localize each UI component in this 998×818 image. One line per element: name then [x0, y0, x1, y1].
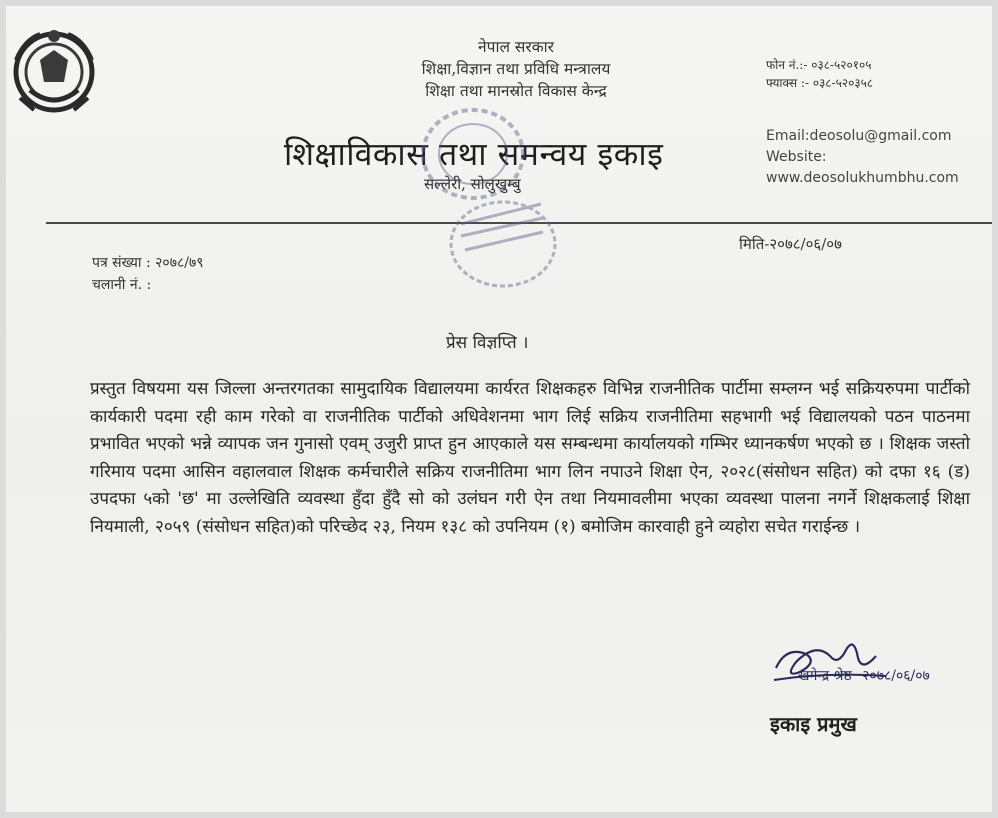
- government-line: नेपाल सरकार: [478, 38, 554, 56]
- website-label: Website:: [766, 149, 827, 165]
- office-name: शिक्षाविकास तथा समन्वय इकाइ: [284, 135, 664, 173]
- signatory-name-text: खगेन्द्र श्रेष्ठ: [798, 668, 852, 684]
- email-website-block: [766, 126, 959, 189]
- center-line: शिक्षा तथा मानस्रोत विकास केन्द्र: [425, 82, 607, 100]
- letter-subject: प्रेस विज्ञप्ति ।: [446, 333, 529, 353]
- signature-date: २०७८/०६/०७: [862, 668, 930, 684]
- phone-fax-block: [766, 56, 873, 92]
- email-address: Email:deosolu@gmail.com: [766, 128, 952, 144]
- letter-date: मिति-२०७८/०६/०७: [739, 235, 842, 253]
- office-stamp-icon: [411, 94, 571, 294]
- phone-number: फोन नं.:- ०३८-५२०१०५: [766, 58, 872, 72]
- signatory-name: [798, 666, 930, 685]
- office-address: सल्लेरी, सोलुखुम्बु: [424, 175, 521, 193]
- letterhead-heading: [306, 36, 726, 102]
- letter-body: प्रस्तुत विषयमा यस जिल्ला अन्तरगतका सामुदायिक विद्यालयमा कार्यरत शिक्षकहरु विभिन्न राजनीतिक पार्टीमा सम्लग्न भई सक्रियरुपमा पार्टीको कार्यकारी पदमा रही काम गरेको वा राजनीतिक पार्टीको अधिवेशनमा भाग लिई सक्रिय राजनीतिमा सहभागी भई विद्यालयको पठन पाठनमा प्रभावित भएको भन्ने व्यापक जन गुनासो एवम् उजुरी प्राप्त हुन आएकाले यस सम्बन्धमा कार्यालयको गम्भिर ध्यानकर्षण भएको छ । शिक्षक जस्तो गरिमाय पदमा आसिन वहालवाल शिक्षक कर्मचारीले सक्रिय राजनीतिमा भाग लिन नपाउने शिक्षा ऐन, २०२८(संसोधन सहित) को दफा १६ (ड) उपदफा ५को 'छ' मा उल्लेखिति व्यवस्था हुँदा हुँदै सो को उलंघन गरी ऐन तथा नियमावलीमा भएका व्यवस्था पालना नगर्ने शिक्षकलाई शिक्षा नियमाली, २०५९ (संसोधन सहित)को परिच्छेद २३, नियम १३८ को उपनियम (१) बमोजिम कारवाही हुने व्यहोरा सचेत गराईन्छ ।: [90, 379, 970, 537]
- signatory-designation: इकाइ प्रमुख: [770, 712, 857, 736]
- letter-reference: [92, 252, 204, 296]
- fax-number: फ्याक्स :- ०३८-५२०३५८: [766, 76, 874, 90]
- letter-page: [6, 6, 992, 812]
- ministry-line: शिक्षा,विज्ञान तथा प्रविधि मन्त्रालय: [421, 60, 611, 78]
- dispatch-number: चलानी नं. :: [92, 277, 152, 293]
- reference-number: पत्र संख्या : २०७८/७९: [92, 255, 204, 271]
- website-url: www.deosolukhumbhu.com: [766, 170, 959, 186]
- nepal-emblem-icon: [10, 20, 100, 120]
